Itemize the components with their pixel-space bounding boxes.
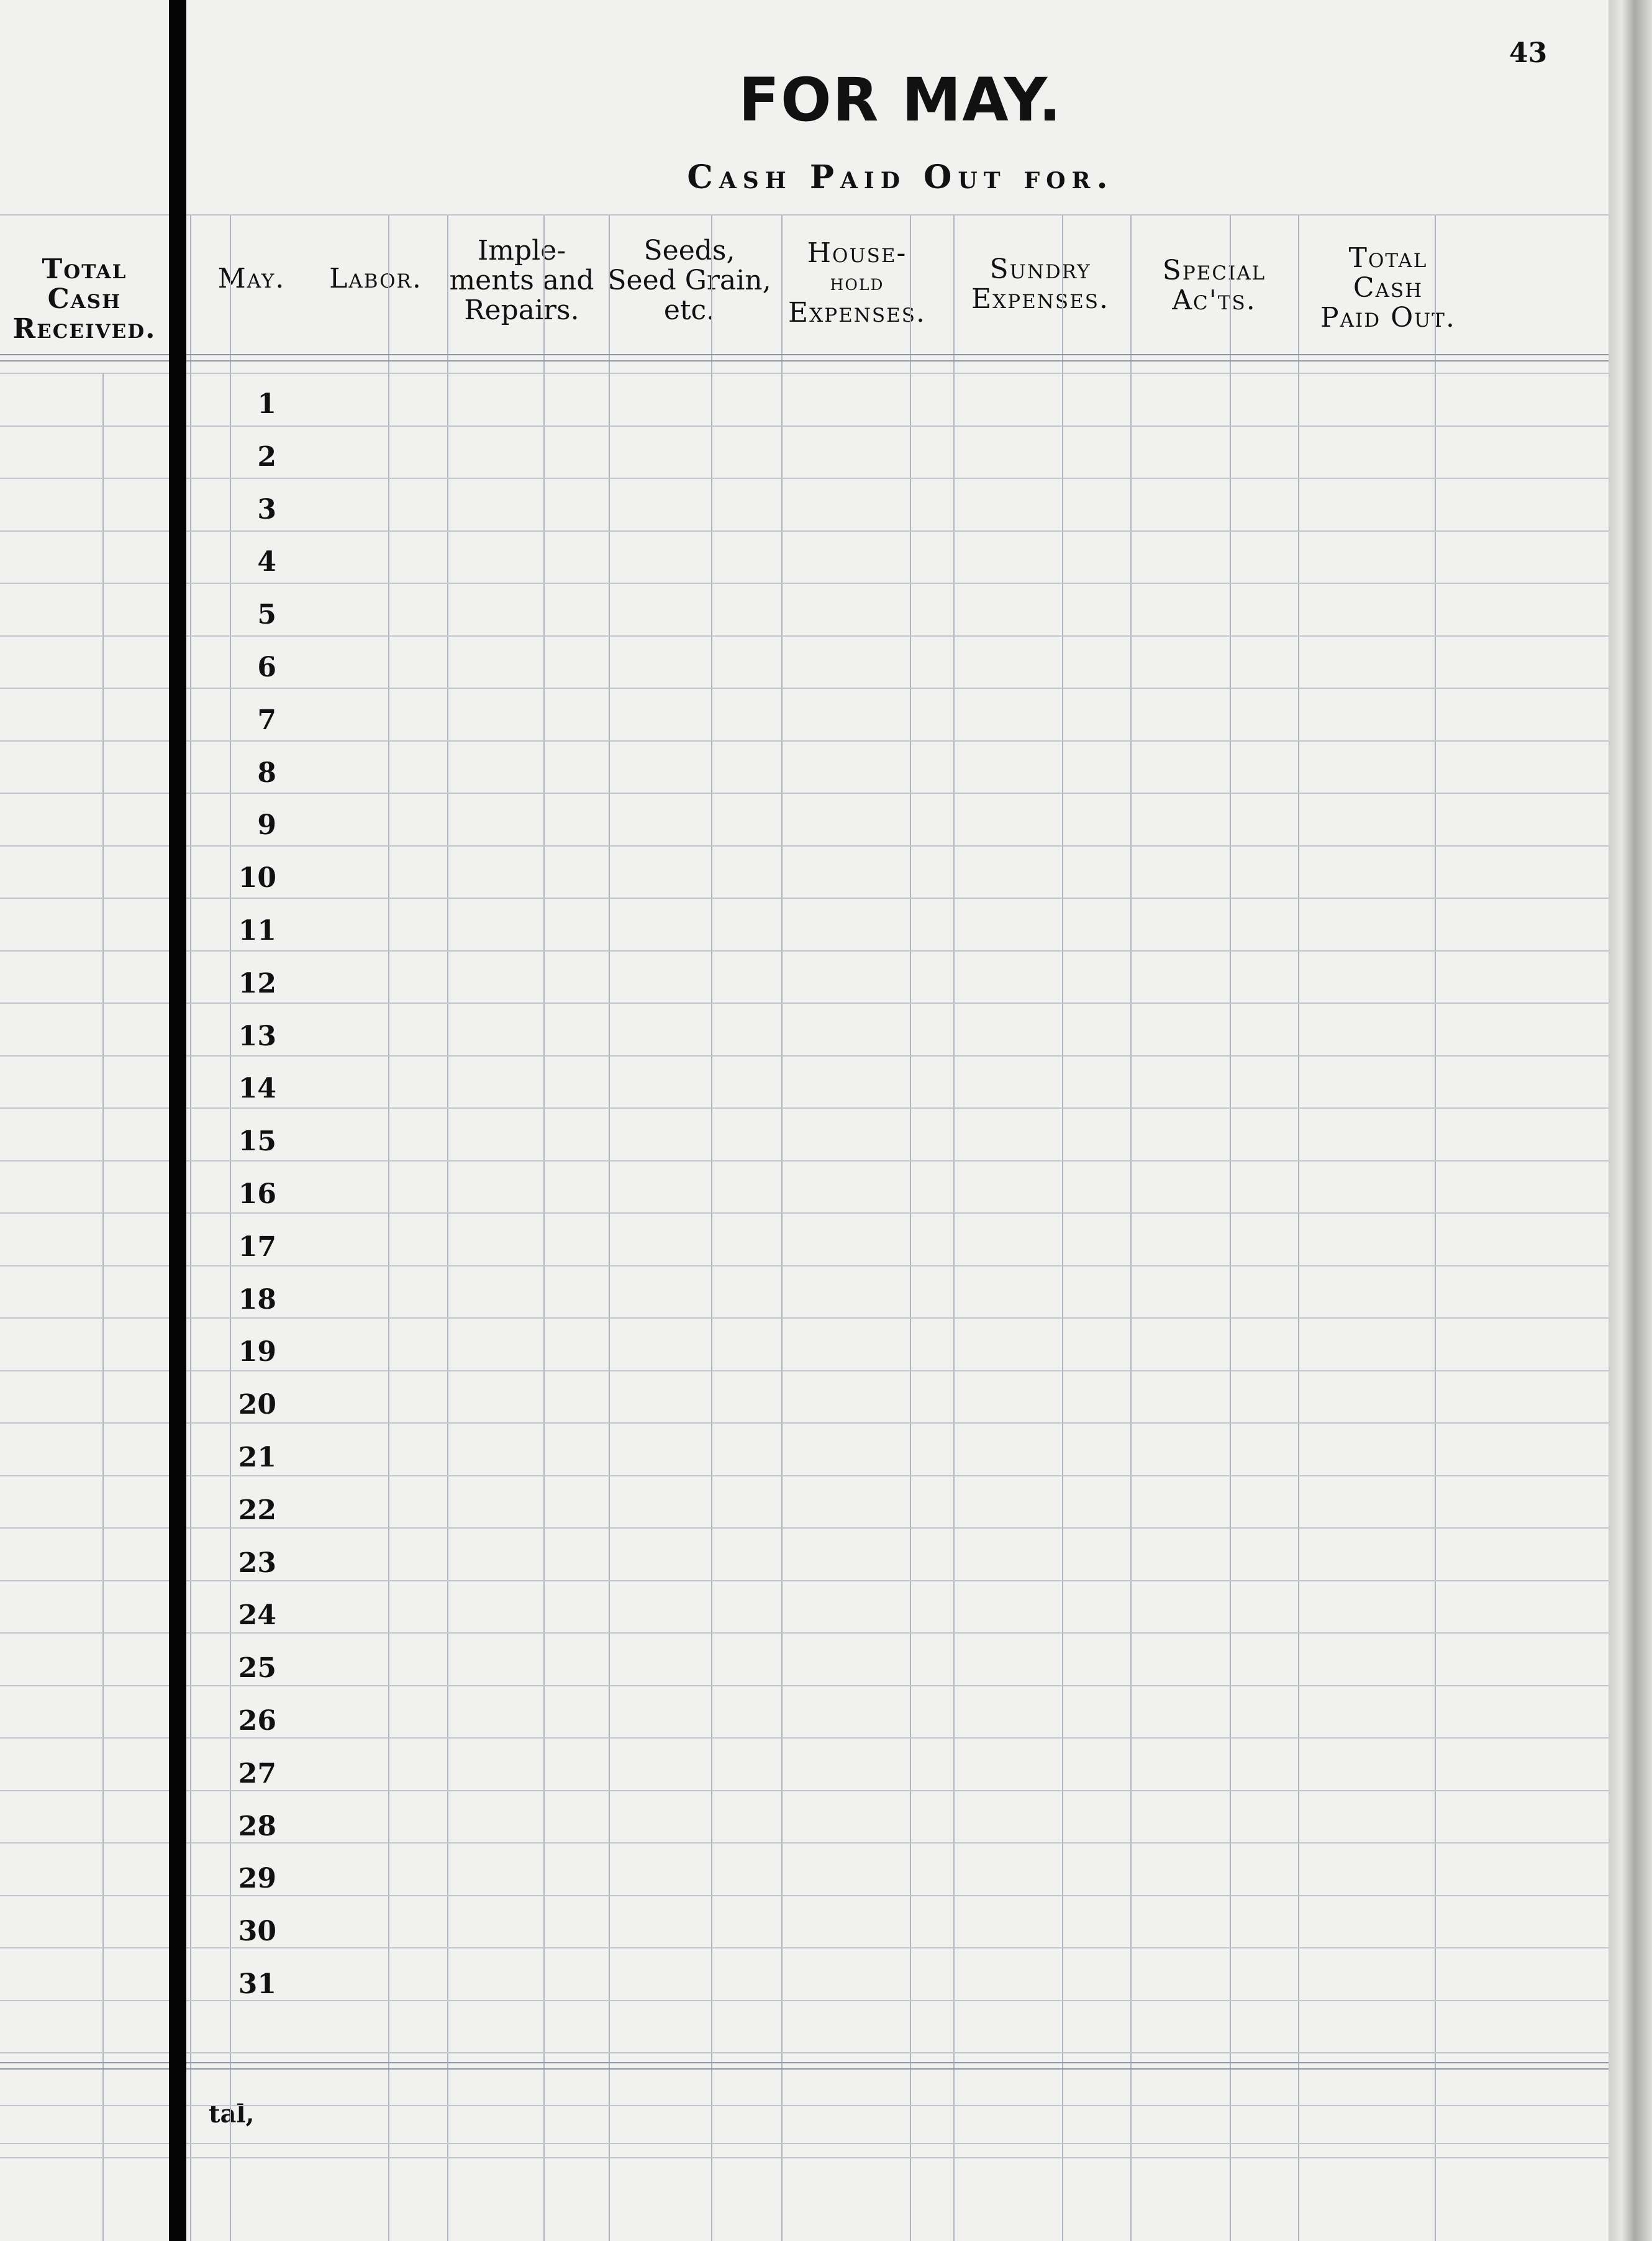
grid-row-line [0, 1527, 169, 1529]
grid-row-line [0, 1790, 169, 1791]
day-number: 30 [238, 1916, 276, 1948]
grid-row-line [0, 1107, 169, 1109]
day-number: 4 [257, 546, 276, 578]
day-number: 1 [257, 388, 276, 420]
grid-row-line [186, 1107, 1609, 1109]
day-number: 31 [238, 1968, 276, 2000]
header-household-line-3: Expenses. [788, 297, 926, 329]
grid-row-line [186, 478, 1609, 479]
day-number: 15 [238, 1125, 276, 1158]
grid-row-line [0, 635, 169, 637]
grid-row-line [186, 530, 1609, 532]
header-implements-line-1: Imple- [477, 235, 566, 266]
day-number: 2 [257, 440, 276, 473]
day-number: 13 [238, 1020, 276, 1052]
grid-row-line [186, 2052, 1609, 2053]
page-edge [1609, 0, 1652, 2241]
grid-row-line [186, 1422, 1609, 1424]
header-seeds-line-1: Seeds, [643, 235, 735, 266]
grid-row-line [0, 1160, 169, 1161]
left-header-line-1: Total [42, 253, 127, 285]
header-total-paid-line-1: Total [1348, 242, 1428, 274]
grid-column-line [910, 214, 911, 2241]
grid-column-line [711, 214, 712, 2241]
grid-row-line [186, 740, 1609, 742]
grid-row-line [0, 2105, 169, 2106]
day-number: 11 [238, 915, 276, 947]
day-number: 7 [257, 704, 276, 736]
grid-row-line [0, 1632, 169, 1634]
grid-row-line [186, 1055, 1609, 1057]
grid-row-line [186, 373, 1609, 374]
grid-row-line [186, 1265, 1609, 1266]
grid-row-line [186, 635, 1609, 637]
grid-row-line [186, 214, 1609, 216]
grid-row-line [0, 583, 169, 584]
day-number: 14 [238, 1073, 276, 1105]
grid-row-line [0, 1580, 169, 1581]
grid-row-line [0, 1370, 169, 1371]
grid-row-line [186, 1895, 1609, 1896]
grid-row-line [186, 425, 1609, 427]
day-number: 19 [238, 1336, 276, 1368]
book-binding [169, 0, 186, 2241]
grid-row-line [0, 478, 169, 479]
grid-row-line [0, 1475, 169, 1476]
grid-row-line [186, 2157, 1609, 2158]
day-number: 22 [238, 1494, 276, 1526]
header-special-line-2: Ac'ts. [1172, 284, 1256, 316]
grid-row-line [186, 1212, 1609, 1214]
day-number: 3 [257, 493, 276, 525]
grid-row-line [0, 2062, 169, 2063]
grid-row-line [0, 1685, 169, 1686]
grid-row-line [186, 898, 1609, 899]
grid-row-line [186, 2105, 1609, 2106]
day-number: 29 [238, 1863, 276, 1895]
day-number: 28 [238, 1810, 276, 1842]
grid-row-line [0, 2068, 169, 2070]
grid-row-line [0, 898, 169, 899]
grid-column-line [1435, 214, 1436, 2241]
header-implements-line-3: Repairs. [464, 294, 579, 326]
grid-row-line [0, 354, 169, 355]
grid-row-line [186, 1370, 1609, 1371]
left-header-line-3: Received. [12, 313, 157, 345]
grid-row-line [0, 1947, 169, 1948]
grid-row-line [186, 1790, 1609, 1791]
grid-row-line [186, 2000, 1609, 2001]
day-number: 12 [238, 967, 276, 999]
header-labor: Labor. [329, 263, 422, 294]
grid-column-line [447, 214, 448, 2241]
grid-row-line [186, 1947, 1609, 1948]
grid-row-line [0, 530, 169, 532]
grid-row-line [186, 1842, 1609, 1843]
grid-row-line [0, 1737, 169, 1739]
grid-row-line [186, 1002, 1609, 1004]
grid-row-line [186, 2068, 1609, 2070]
day-number: 27 [238, 1757, 276, 1789]
grid-row-line [186, 793, 1609, 794]
grid-column-line [1298, 214, 1299, 2241]
day-number: 18 [238, 1283, 276, 1316]
left-header-line-2: Cash [47, 283, 122, 315]
grid-row-line [0, 425, 169, 427]
right-page [186, 0, 1609, 2241]
grid-row-line [186, 1475, 1609, 1476]
grid-column-line [388, 214, 389, 2241]
grid-row-line [0, 2052, 169, 2053]
header-sundry-line-1: Sundry [989, 253, 1091, 285]
grid-row-line [0, 1265, 169, 1266]
grid-column-line [543, 214, 545, 2241]
grid-row-line [0, 1422, 169, 1424]
header-seeds-line-3: etc. [663, 294, 715, 326]
grid-column-line [953, 214, 955, 2241]
grid-row-line [186, 950, 1609, 952]
grid-row-line [186, 1737, 1609, 1739]
header-total-paid-line-2: Cash [1353, 272, 1423, 304]
day-number: 10 [238, 862, 276, 894]
day-number: 24 [238, 1599, 276, 1632]
grid-row-line [0, 845, 169, 847]
grid-row-line [0, 373, 169, 374]
grid-column-line [1230, 214, 1231, 2241]
grid-column-line [102, 373, 104, 2241]
grid-row-line [186, 1160, 1609, 1161]
day-number: 21 [238, 1442, 276, 1473]
header-special-line-1: Special [1162, 255, 1266, 286]
grid-row-line [186, 360, 1609, 361]
grid-row-line [186, 1527, 1609, 1529]
grid-column-line [1130, 214, 1132, 2241]
header-sundry-line-2: Expenses. [971, 283, 1109, 315]
grid-row-line [186, 583, 1609, 584]
grid-row-line [0, 1002, 169, 1004]
total-label: tal, [209, 2099, 255, 2129]
grid-row-line [0, 688, 169, 689]
header-implements-line-2: ments and [449, 265, 594, 296]
grid-row-line [0, 1317, 169, 1319]
header-household-line-1: House- [807, 237, 907, 269]
grid-row-line [0, 360, 169, 361]
grid-row-line [186, 1580, 1609, 1581]
grid-row-line [186, 845, 1609, 847]
header-seeds-line-2: Seed Grain, [607, 265, 771, 296]
day-number: 17 [238, 1230, 276, 1263]
grid-row-line [186, 1317, 1609, 1319]
grid-row-line [186, 1685, 1609, 1686]
day-number: 5 [257, 599, 276, 631]
grid-column-line [1062, 214, 1063, 2241]
grid-row-line [0, 950, 169, 952]
grid-row-line [186, 2143, 1609, 2144]
grid-column-line [609, 214, 610, 2241]
grid-row-line [0, 2143, 169, 2144]
grid-column-line [781, 214, 783, 2241]
header-may: May. [217, 263, 286, 294]
day-number: 8 [257, 757, 276, 789]
grid-row-line [0, 1842, 169, 1843]
grid-column-line [230, 214, 231, 2241]
page-subtitle: Cash Paid Out for. [687, 158, 1114, 196]
grid-row-line [186, 688, 1609, 689]
grid-row-line [0, 1212, 169, 1214]
grid-row-line [186, 354, 1609, 355]
day-number: 6 [257, 652, 276, 683]
grid-row-line [0, 2157, 169, 2158]
header-household-line-2: hold [830, 270, 884, 296]
grid-row-line [0, 2000, 169, 2001]
grid-row-line [0, 793, 169, 794]
day-number: 16 [238, 1178, 276, 1210]
left-page [0, 0, 169, 2241]
grid-row-line [0, 1895, 169, 1896]
header-total-paid-line-3: Paid Out. [1320, 302, 1456, 334]
grid-row-line [186, 1632, 1609, 1634]
day-number: 9 [257, 809, 276, 842]
page-number: 43 [1509, 37, 1548, 69]
grid-row-line [186, 2062, 1609, 2063]
day-number: 25 [238, 1652, 276, 1684]
grid-row-line [0, 214, 169, 216]
grid-row-line [0, 740, 169, 742]
day-number: 23 [238, 1547, 276, 1579]
grid-row-line [0, 1055, 169, 1057]
page-title: FOR MAY. [738, 65, 1063, 135]
day-number: 20 [238, 1389, 276, 1421]
grid-column-line [190, 214, 191, 2241]
day-number: 26 [238, 1705, 276, 1737]
